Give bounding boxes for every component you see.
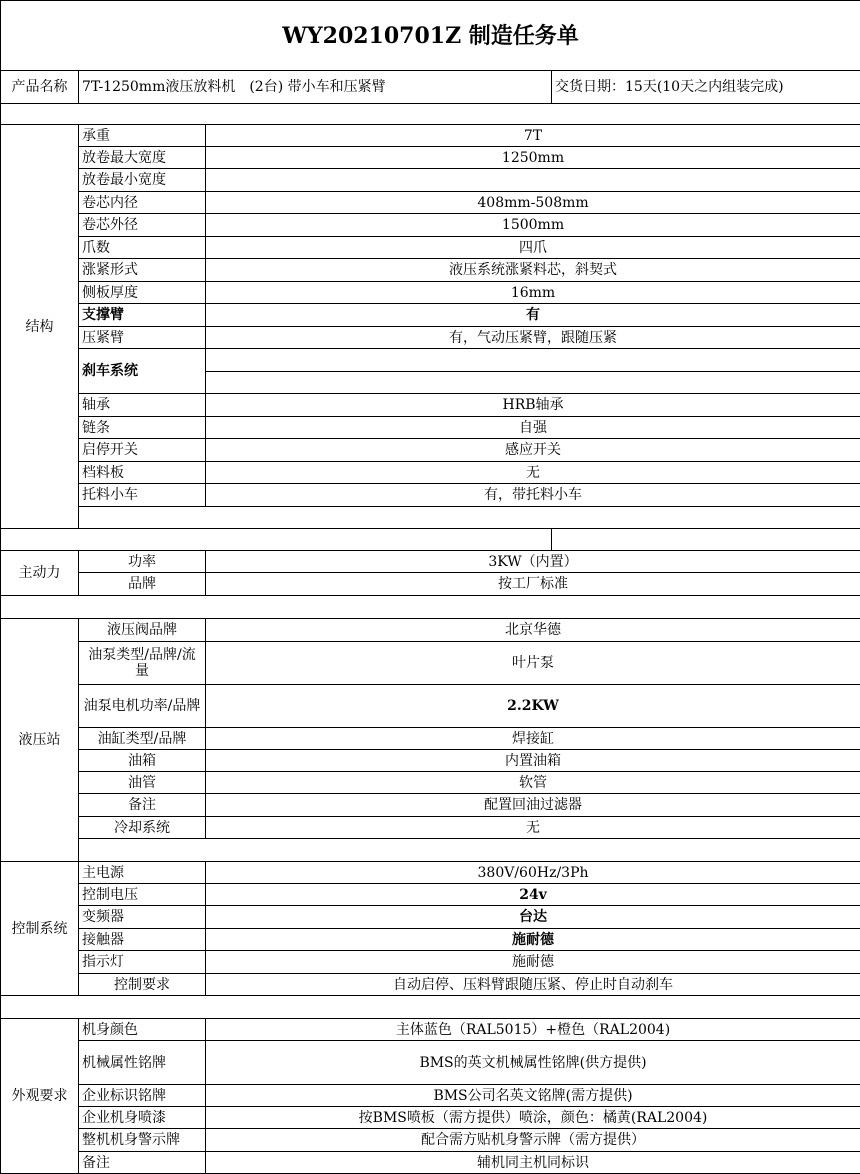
spec-value: 液压系统涨紧料芯，斜契式 (206, 259, 860, 282)
spec-value: 按工厂标准 (206, 573, 860, 596)
spec-label: 轴承 (79, 394, 206, 417)
spec-value: 自强 (206, 417, 860, 439)
spec-label: 支撑臂 (79, 304, 206, 327)
spec-label: 冷却系统 (79, 817, 206, 839)
spec-value: HRB轴承 (206, 394, 860, 417)
spec-label: 控制电压 (79, 884, 206, 906)
spec-value: 主体蓝色（RAL5015）+橙色（RAL2004) (206, 1019, 860, 1041)
spec-label: 放卷最小宽度 (79, 169, 206, 192)
section-structure: 结构 (1, 125, 79, 529)
spec-value: 施耐德 (206, 929, 860, 951)
spec-label: 托料小车 (79, 484, 206, 507)
spec-value: 2.2KW (206, 685, 860, 728)
spec-value: 24v (206, 884, 860, 906)
spec-label: 品牌 (79, 573, 206, 596)
spec-label: 油泵类型/品牌/流量 (79, 642, 206, 685)
spec-label: 控制要求 (79, 974, 206, 996)
spec-value: 16mm (206, 282, 860, 304)
spec-label: 整机机身警示牌 (79, 1129, 206, 1152)
spec-value: 按BMS喷板（需方提供）喷涂，颜色：橘黄(RAL2004) (206, 1107, 860, 1129)
spec-label: 变频器 (79, 906, 206, 929)
spec-value: 7T (206, 125, 860, 147)
spec-label: 企业机身喷漆 (79, 1107, 206, 1129)
spec-label: 卷芯外径 (79, 214, 206, 237)
spec-label: 油缸类型/品牌 (79, 728, 206, 750)
section-hydraulic: 液压站 (1, 619, 79, 862)
section-appearance: 外观要求 (1, 1019, 79, 1174)
spec-value: 北京华德 (206, 619, 860, 642)
spec-label: 功率 (79, 551, 206, 573)
spec-label: 机械属性铭牌 (79, 1041, 206, 1085)
brake-system-label: 刹车系统 (79, 349, 206, 394)
product-name-label: 产品名称 (1, 71, 79, 104)
spec-label: 液压阀品牌 (79, 619, 206, 642)
spec-value: 408mm-508mm (206, 192, 860, 214)
spec-value: 台达 (206, 906, 860, 929)
sheet-title: WY20210701Z 制造任务单 (1, 1, 860, 71)
spec-value: 施耐德 (206, 951, 860, 974)
spec-label: 油管 (79, 772, 206, 794)
spec-label: 备注 (79, 1152, 206, 1174)
delivery-date: 交货日期：15天(10天之内组装完成) (552, 71, 860, 104)
spacer-row (1, 996, 860, 1019)
spec-label: 承重 (79, 125, 206, 147)
spec-value (206, 169, 860, 192)
spacer-row (79, 839, 860, 862)
spec-value: 无 (206, 462, 860, 484)
spec-value: BMS的英文机械属性铭牌(供方提供) (206, 1041, 860, 1085)
spec-label: 接触器 (79, 929, 206, 951)
spec-value: 有 (206, 304, 860, 327)
spec-label: 链条 (79, 417, 206, 439)
spec-value: 辅机同主机同标识 (206, 1152, 860, 1174)
spec-label: 油箱 (79, 750, 206, 772)
spec-label: 侧板厚度 (79, 282, 206, 304)
spec-value: 感应开关 (206, 439, 860, 462)
product-name-value: 7T-1250mm液压放料机 (2台) 带小车和压紧臂 (79, 71, 552, 104)
spec-value: 1250mm (206, 147, 860, 169)
spec-value: BMS公司名英文铭牌(需方提供) (206, 1085, 860, 1107)
spec-value: 焊接缸 (206, 728, 860, 750)
spec-value: 无 (206, 817, 860, 839)
spec-label: 放卷最大宽度 (79, 147, 206, 169)
spec-label: 油泵电机功率/品牌 (79, 685, 206, 728)
spec-label: 企业标识铭牌 (79, 1085, 206, 1107)
spec-value: 软管 (206, 772, 860, 794)
spacer-row (79, 507, 860, 529)
spec-value: 有，带托料小车 (206, 484, 860, 507)
spec-value: 叶片泵 (206, 642, 860, 685)
spec-label: 压紧臂 (79, 327, 206, 349)
spacer-row (1, 529, 552, 551)
spec-value: 3KW（内置） (206, 551, 860, 573)
spec-label: 爪数 (79, 237, 206, 259)
spec-label: 指示灯 (79, 951, 206, 974)
spec-value-empty (206, 372, 860, 394)
spec-label: 档料板 (79, 462, 206, 484)
spec-value-empty (206, 349, 860, 372)
spec-value: 配置回油过滤器 (206, 794, 860, 817)
spec-label: 启停开关 (79, 439, 206, 462)
spec-value: 自动启停、压料臂跟随压紧、停止时自动刹车 (206, 974, 860, 996)
spec-label: 备注 (79, 794, 206, 817)
section-main-power: 主动力 (1, 551, 79, 596)
spec-label: 主电源 (79, 862, 206, 884)
spec-value: 四爪 (206, 237, 860, 259)
spec-value: 380V/60Hz/3Ph (206, 862, 860, 884)
spec-label: 机身颜色 (79, 1019, 206, 1041)
spec-value: 内置油箱 (206, 750, 860, 772)
spacer-row (1, 596, 860, 619)
spec-value: 有，气动压紧臂，跟随压紧 (206, 327, 860, 349)
spec-label: 涨紧形式 (79, 259, 206, 282)
section-control: 控制系统 (1, 862, 79, 996)
spec-value: 配合需方贴机身警示牌（需方提供） (206, 1129, 860, 1152)
spec-label: 卷芯内径 (79, 192, 206, 214)
spacer-row (1, 104, 860, 125)
spec-value: 1500mm (206, 214, 860, 237)
